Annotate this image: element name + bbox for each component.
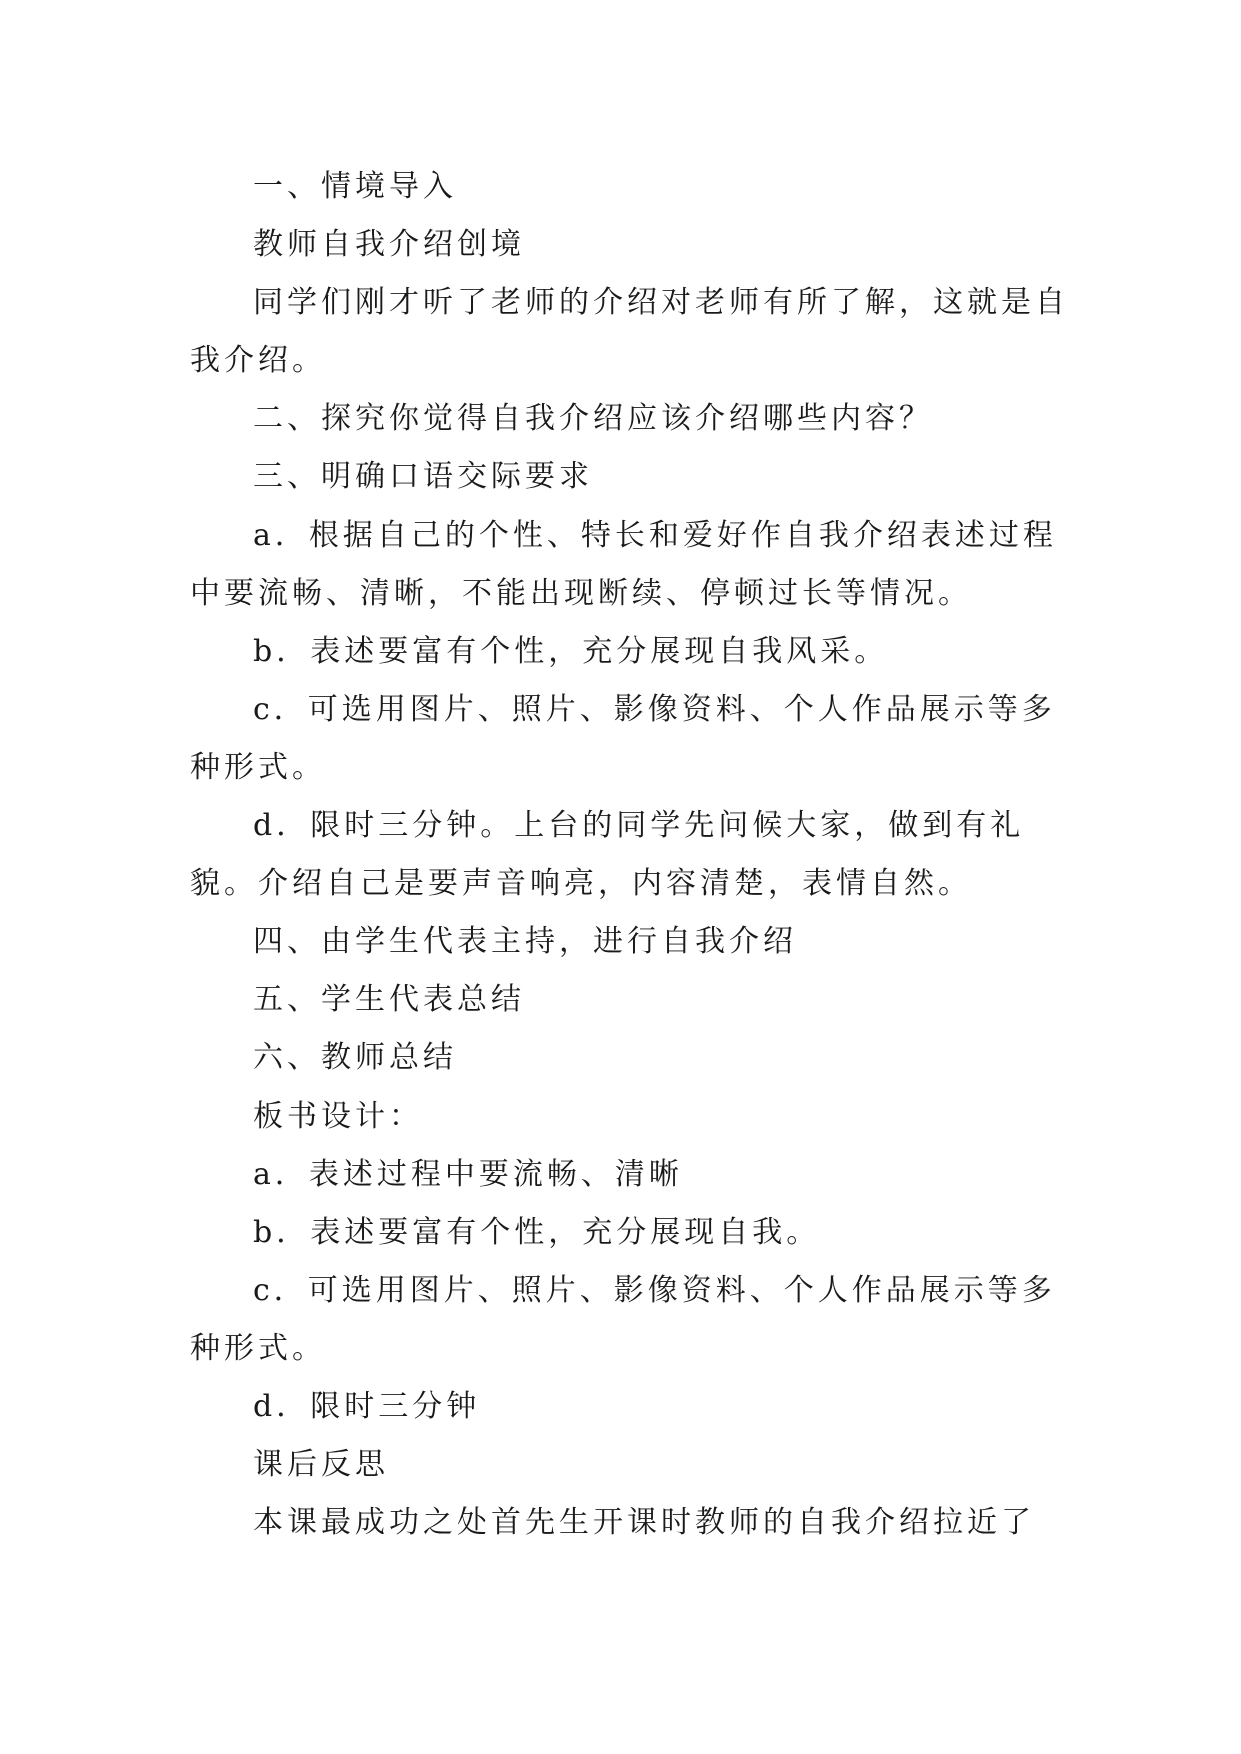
reflection-paragraph: 本课最成功之处首先生开课时教师的自我介绍拉近了 bbox=[253, 1505, 1035, 1541]
section-heading-student-intro: 四、由学生代表主持，进行自我介绍 bbox=[253, 924, 797, 960]
requirement-item-c: c．可选用图片、照片、影像资料、个人作品展示等多种形式。 bbox=[190, 691, 1056, 785]
reflection-heading: 课后反思 bbox=[253, 1447, 389, 1483]
paragraph: 同学们刚才听了老师的介绍对老师有所了解，这就是自我介绍。 bbox=[190, 285, 1069, 379]
requirement-item-b: b．表述要富有个性，充分展现自我风采。 bbox=[253, 633, 889, 669]
paragraph: 教师自我介绍创境 bbox=[253, 227, 525, 263]
section-heading-teacher-summary: 六、教师总结 bbox=[253, 1040, 457, 1076]
section-heading-requirements: 三、明确口语交际要求 bbox=[253, 459, 593, 495]
document-body bbox=[190, 158, 1070, 1552]
board-item-d: d．限时三分钟 bbox=[253, 1388, 481, 1424]
board-item-c: c．可选用图片、照片、影像资料、个人作品展示等多种形式。 bbox=[190, 1272, 1056, 1366]
board-item-a: a．表述过程中要流畅、清晰 bbox=[253, 1156, 683, 1192]
board-item-b: b．表述要富有个性，充分展现自我。 bbox=[253, 1214, 821, 1250]
section-heading-student-summary: 五、学生代表总结 bbox=[253, 982, 525, 1018]
board-design-heading: 板书设计： bbox=[253, 1098, 423, 1134]
section-heading-explore: 二、探究你觉得自我介绍应该介绍哪些内容？ bbox=[253, 401, 933, 437]
requirement-item-a: a．根据自己的个性、特长和爱好作自我介绍表述过程中要流畅、清晰，不能出现断续、停顿过长等情况。 bbox=[190, 517, 1057, 611]
section-heading-intro: 一、情境导入 bbox=[253, 169, 457, 204]
requirement-item-d: d．限时三分钟。上台的同学先问候大家，做到有礼貌。介绍自己是要声音响亮，内容清楚，表情自然。 bbox=[190, 808, 1025, 902]
